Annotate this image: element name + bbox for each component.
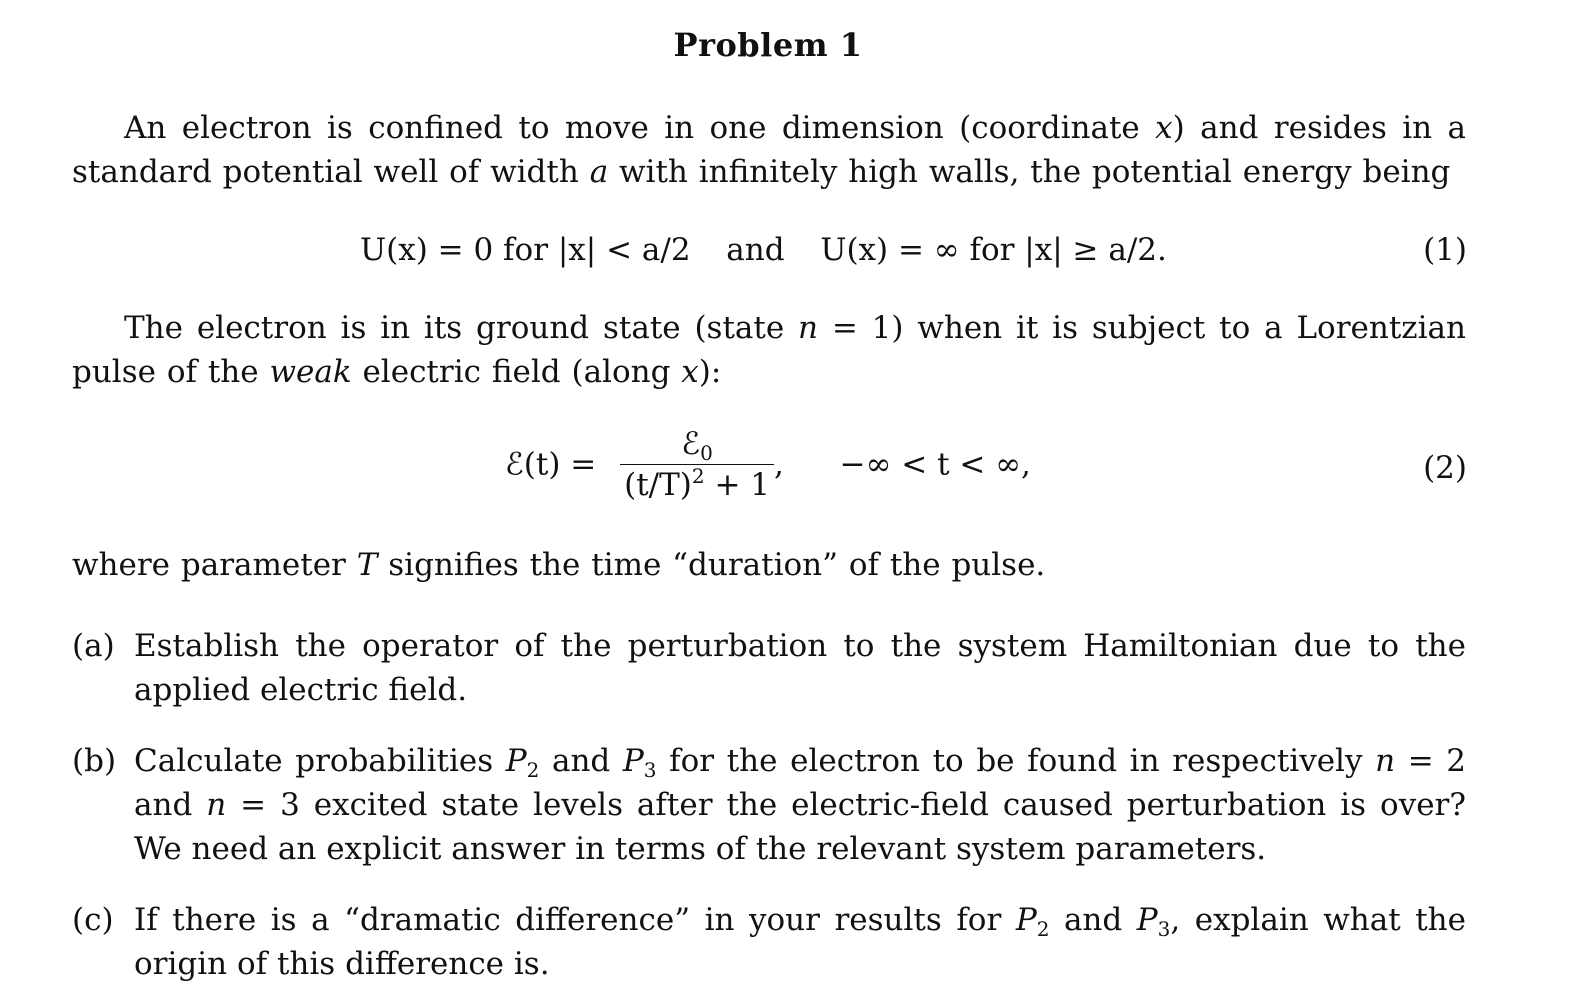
para2-var-x: x: [681, 354, 699, 390]
qb-text-2: and: [539, 743, 623, 779]
question-a: [72, 624, 1466, 712]
qc-P2-sub: 2: [1036, 917, 1050, 941]
equation-2-range: −∞ < t < ∞,: [839, 446, 1031, 483]
problem-title: Problem 1: [673, 26, 863, 64]
intro-var-x: x: [1155, 110, 1173, 146]
qc-text-3: , explain what the origin of this difference is.: [134, 902, 1466, 982]
intro-paragraph: [72, 106, 1466, 194]
qc-P3: P: [1136, 902, 1158, 938]
para2-var-n: n: [798, 310, 819, 346]
denominator-main: (t/T): [624, 467, 692, 503]
para2-text-2: = 1) when it is subject to a Lorentzian pulse of the: [72, 310, 1466, 390]
numerator-symbol: ℰ: [681, 426, 701, 462]
qb-text-3: for the electron to be found in respectively: [656, 743, 1376, 779]
qc-text-2: and: [1049, 902, 1137, 938]
equation-2-comma: ,: [774, 446, 784, 483]
question-c-label: (c): [72, 902, 114, 938]
para3-var-T: T: [356, 547, 378, 583]
question-b-label: (b): [72, 743, 117, 779]
equation-1-number: (1): [1423, 232, 1467, 268]
qb-n2: n: [1375, 743, 1396, 779]
para2-text-3: electric field (along: [351, 354, 682, 390]
para3-text-1: where parameter: [72, 547, 357, 583]
qb-text-1: Calculate probabilities: [134, 743, 506, 779]
denominator-tail: + 1: [704, 467, 771, 503]
question-c-text: [134, 898, 1466, 986]
qb-P2-sub: 2: [526, 758, 540, 782]
equation-2-denominator: [620, 465, 774, 505]
ground-state-paragraph: [72, 306, 1466, 394]
qb-n3: n: [206, 787, 227, 823]
qb-P3-sub: 3: [643, 758, 657, 782]
para2-text-1: The electron is in its ground state (state: [124, 310, 799, 346]
equation-2-left: ℰ(t) =: [505, 446, 597, 483]
qc-P3-sub: 3: [1157, 917, 1171, 941]
equation-2-numerator: [620, 424, 774, 465]
qb-text-4: = 2 and: [134, 743, 1467, 823]
qc-P2: P: [1015, 902, 1037, 938]
question-b: [72, 739, 1466, 871]
qb-P3: P: [622, 743, 644, 779]
qc-text-1: If there is a “dramatic difference” in your results for: [134, 902, 1016, 938]
question-b-text: [134, 739, 1466, 871]
intro-var-a: a: [589, 154, 609, 190]
intro-text-2: ) and resides in a standard potential well of width: [72, 110, 1466, 190]
equation-2: [505, 424, 1031, 505]
equation-2-number: (2): [1423, 450, 1467, 486]
equation-2-fraction: [620, 424, 774, 505]
denominator-superscript: 2: [691, 464, 705, 488]
question-c: [72, 898, 1466, 986]
equation-1-right: U(x) = ∞ for |x| ≥ a/2.: [820, 232, 1167, 268]
para3-text-2: signifies the time “duration” of the pulse.: [377, 547, 1046, 583]
equation-1-and: and: [726, 232, 785, 268]
question-a-label: (a): [72, 628, 115, 664]
equation-1-left: U(x) = 0 for |x| < a/2: [360, 232, 691, 268]
qb-text-5: = 3 excited state levels after the electric-field caused perturbation is over? We need an explicit answer in terms of the relevant system parameters.: [134, 787, 1466, 867]
para2-text-4: ):: [698, 354, 722, 390]
equation-1: [360, 228, 1167, 272]
qb-P2: P: [505, 743, 527, 779]
duration-paragraph: [72, 543, 1466, 587]
question-a-text: Establish the operator of the perturbation to the system Hamiltonian due to the applied electric field.: [134, 628, 1466, 708]
intro-text-1: An electron is confined to move in one dimension (coordinate: [124, 110, 1156, 146]
numerator-subscript: 0: [700, 441, 713, 465]
para2-weak: weak: [269, 354, 352, 390]
intro-text-3: with infinitely high walls, the potential energy being: [608, 154, 1451, 190]
